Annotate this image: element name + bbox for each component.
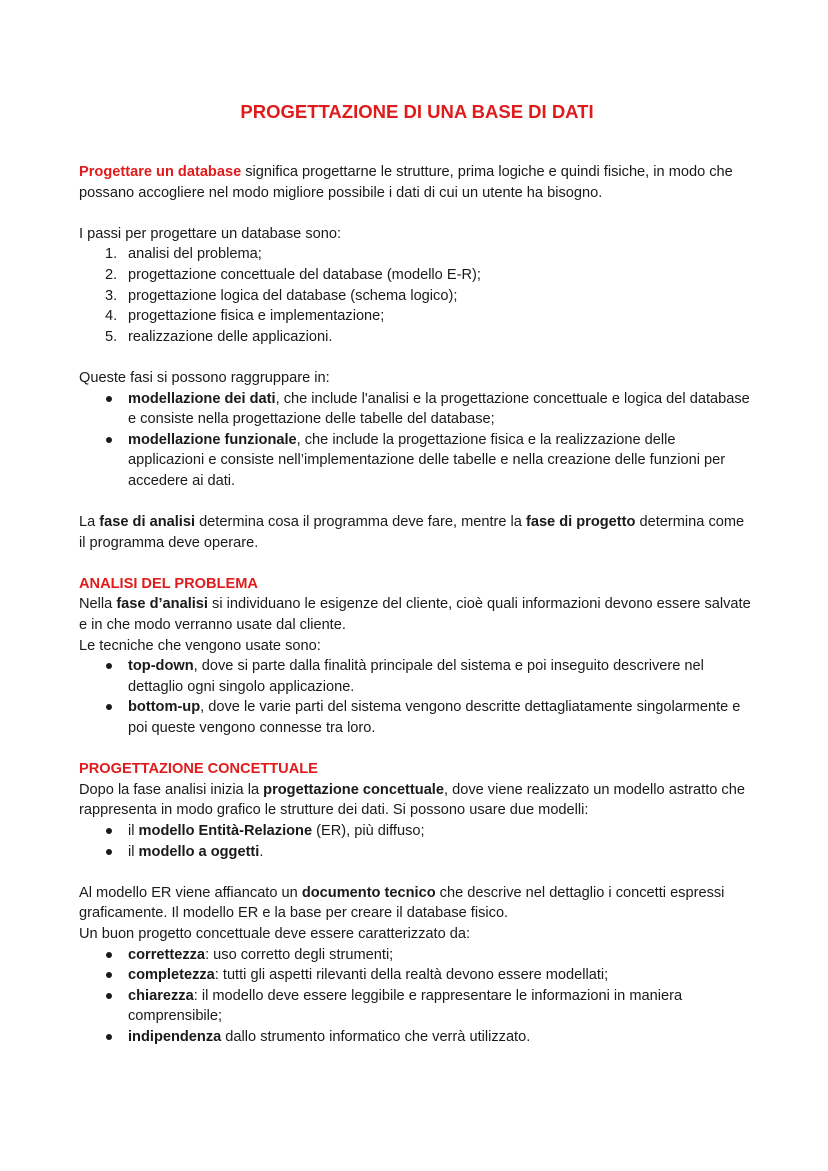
list-item <box>79 430 751 492</box>
bold-term: fase di analisi <box>99 514 196 531</box>
page-title: PROGETTAZIONE DI UNA BASE DI DATI <box>240 101 594 122</box>
phases-lead: Queste fasi si possono raggruppare in: <box>79 369 330 386</box>
text-run: determina come il programma deve operare. <box>79 514 745 551</box>
bullet-icon <box>106 849 112 855</box>
bullet-icon <box>106 952 112 958</box>
phase-compare-paragraph <box>79 512 751 553</box>
list-item <box>79 389 751 430</box>
item-term: top-down <box>128 658 194 675</box>
item-text: , che include la progettazione fisica e la realizzazione delle applicazioni e consiste nell’implementazione delle tabelle e nella creazione delle funzioni per accedere ai dati. <box>128 431 726 489</box>
models-list <box>79 821 751 862</box>
bold-term: fase d’analisi <box>116 596 208 613</box>
item-term: modello Entità-Relazione <box>138 823 313 839</box>
item-term: correttezza <box>128 946 206 963</box>
item-text: , dove si parte dalla finalità principale del sistema e poi inseguito descrivere nel dettaglio ogni singolo applicazione. <box>128 658 704 695</box>
item-text: progettazione logica del database (schema logico); <box>128 287 458 304</box>
item-text: , che include l'analisi e la progettazione concettuale e logica del database e consiste nella progettazione delle tabelle del database; <box>128 390 750 428</box>
intro-text: significa progettarne le strutture, prima logiche e quindi fisiche, in modo che possano accogliere nel modo migliore possibile i dati di cui un utente ha bisogno. <box>79 164 733 201</box>
list-item <box>79 945 751 966</box>
text-run: il <box>128 823 139 839</box>
document-body <box>79 99 751 1048</box>
item-text: . <box>259 843 264 860</box>
text-run: si individuano le esigenze del cliente, cioè quali informazioni devono essere salvate e in che modo verranno usate dal cliente. <box>79 596 751 634</box>
technical-doc-paragraph <box>79 883 751 924</box>
list-item <box>79 306 751 327</box>
list-item <box>79 842 751 863</box>
item-text: : tutti gli aspetti rilevanti della realtà devono essere modellati; <box>214 967 609 984</box>
item-text: , dove le varie parti del sistema vengono descritte dettagliatamente singolarmente e poi queste vengono connesse tra loro. <box>128 699 741 737</box>
list-item <box>79 656 751 697</box>
item-number: 4. <box>105 308 118 325</box>
item-term: completezza <box>128 967 215 984</box>
text-run: determina cosa il programma deve fare, mentre la <box>195 514 526 531</box>
item-text: progettazione concettuale del database (modello E-R); <box>128 266 481 283</box>
steps-lead: I passi per progettare un database sono: <box>79 225 342 242</box>
conceptual-paragraph <box>79 780 751 821</box>
item-text: dallo strumento informatico che verrà utilizzato. <box>221 1028 531 1045</box>
conceptual-heading: PROGETTAZIONE CONCETTUALE <box>79 761 318 778</box>
list-item <box>79 1027 751 1048</box>
text-run: Dopo la fase analisi inizia la <box>79 781 264 798</box>
bullet-icon <box>106 437 112 443</box>
bullet-icon <box>106 972 112 978</box>
text-run: che descrive nel dettaglio i concetti espressi graficamente. Il modello ER e la base per creare il database fisico. <box>79 884 725 922</box>
item-term: chiarezza <box>128 987 194 1004</box>
text-run: Nella <box>79 596 117 613</box>
item-term: modello a oggetti <box>138 843 260 860</box>
list-item <box>79 697 751 738</box>
list-item <box>79 286 751 307</box>
text-run: il <box>128 843 139 860</box>
text-run: , dove viene realizzato un modello astratto che rappresenta in modo grafico le strutture dei dati. Si possono usare due modelli: <box>79 781 745 819</box>
item-number: 5. <box>105 328 118 345</box>
item-term: modellazione dei dati <box>128 390 276 407</box>
item-number: 2. <box>105 266 118 283</box>
intro-term: Progettare un database <box>79 164 242 180</box>
item-text: analisi del problema; <box>128 246 262 263</box>
list-item <box>79 986 751 1027</box>
techniques-list <box>79 656 751 738</box>
item-term: indipendenza <box>128 1028 222 1045</box>
qualities-lead: Un buon progetto concettuale deve essere caratterizzato da: <box>79 925 471 942</box>
list-item <box>79 821 751 842</box>
item-text: : uso corretto degli strumenti; <box>205 946 394 963</box>
bullet-icon <box>106 704 112 710</box>
item-text: realizzazione delle applicazioni. <box>128 328 333 345</box>
item-number: 1. <box>105 246 118 263</box>
list-item <box>79 244 751 265</box>
steps-list <box>79 244 751 347</box>
bullet-icon <box>106 993 112 999</box>
techniques-lead: Le tecniche che vengono usate sono: <box>79 637 321 654</box>
item-term: bottom-up <box>128 699 201 716</box>
analysis-paragraph <box>79 594 751 635</box>
bold-term: fase di progetto <box>525 514 636 531</box>
bold-term: progettazione concettuale <box>263 781 444 798</box>
item-text: : il modello deve essere leggibile e rappresentare le informazioni in maniera comprensibile; <box>128 987 683 1025</box>
text-run: La <box>79 514 100 531</box>
item-term: modellazione funzionale <box>128 431 297 448</box>
analysis-heading: ANALISI DEL PROBLEMA <box>79 575 258 592</box>
text-run: Al modello ER viene affiancato un <box>79 884 302 901</box>
list-item <box>79 327 751 348</box>
list-item <box>79 265 751 286</box>
qualities-list <box>79 945 751 1048</box>
item-number: 3. <box>105 287 118 304</box>
bullet-icon <box>106 663 112 669</box>
item-text: (ER), più diffuso; <box>312 823 425 839</box>
phases-list <box>79 389 751 492</box>
intro-paragraph <box>79 162 751 203</box>
bold-term: documento tecnico <box>301 884 436 901</box>
list-item <box>79 965 751 986</box>
item-text: progettazione fisica e implementazione; <box>128 308 385 325</box>
bullet-icon <box>106 828 112 834</box>
bullet-icon <box>106 1034 112 1040</box>
bullet-icon <box>106 396 112 402</box>
